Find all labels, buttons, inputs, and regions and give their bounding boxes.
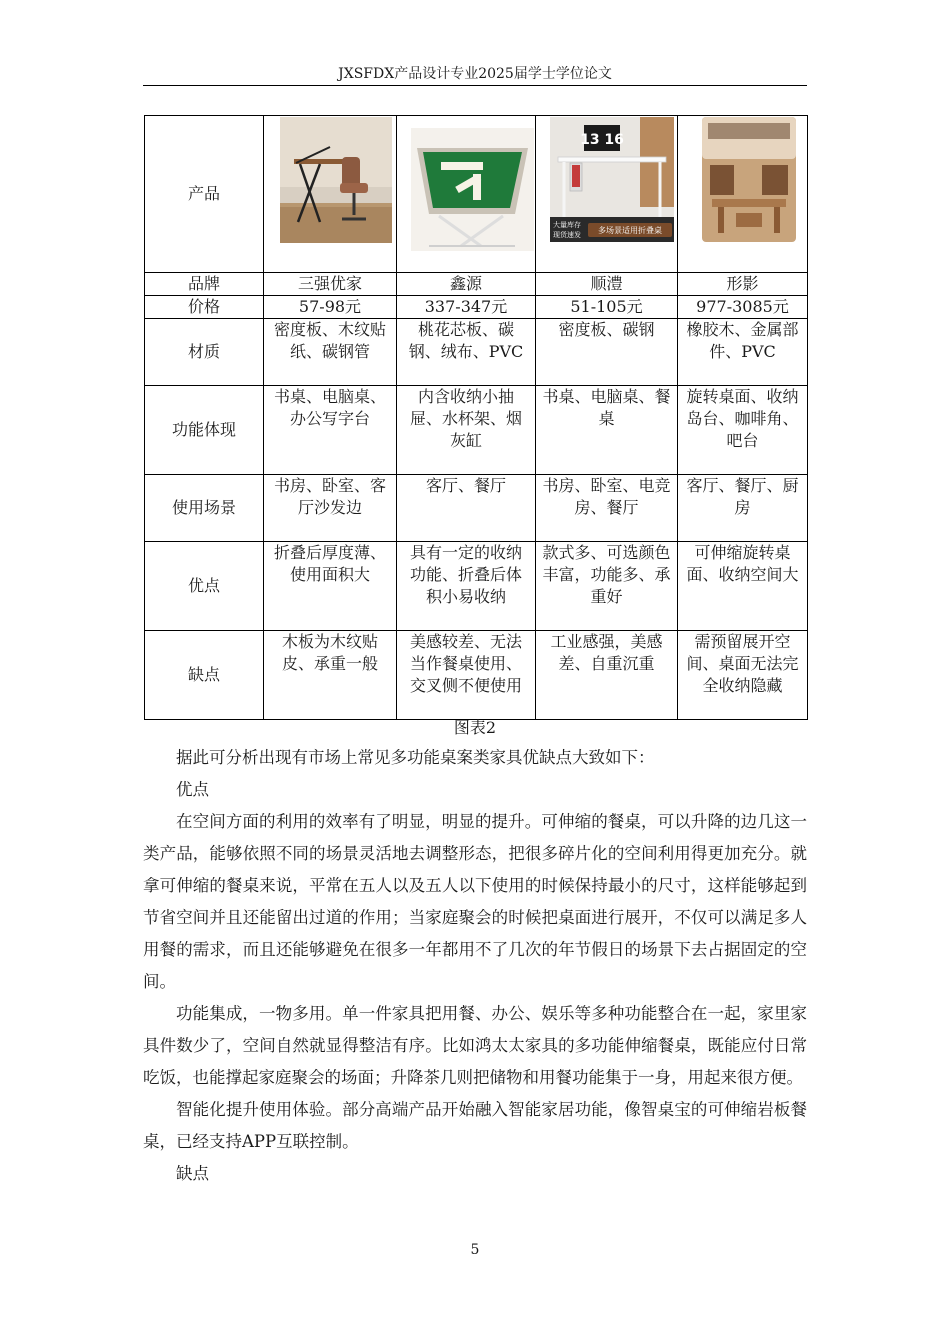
table-cell: 需预留展开空间、桌面无法完全收纳隐藏 (678, 631, 808, 720)
paragraph: 在空间方面的利用的效率有了明显，明显的提升。可伸缩的餐桌，可以升降的边几这一类产品，能够依照不同的场景灵活地去调整形态，把很多碎片化的空间利用得更加充分。就拿可伸缩的餐桌来说，平常在五人以及五人以下使用的时候保持最小的尺寸，这样能够起到节省空间并且还能留出过道的作用；当家庭聚会的时候把桌面进行展开，不仅可以满足多人用餐的需求，而且还能够避免在很多一年都用不了几次的年节假日的场景下去占据固定的空间。 (143, 812, 807, 991)
table-cell: 桃花芯板、碳钢、绒布、PVC (397, 319, 536, 386)
row-label-brand: 品牌 (145, 273, 264, 296)
table-cell: 密度板、木纹贴纸、碳钢管 (264, 319, 397, 386)
table-cell: 51-105元 (536, 296, 678, 319)
table-cell: 密度板、碳钢 (536, 319, 678, 386)
table-cell: 木板为木纹贴皮、承重一般 (264, 631, 397, 720)
white-folding-computer-desk-photo-icon (550, 117, 674, 242)
table-cell: 三强优家 (264, 273, 397, 296)
table-cell: 书房、卧室、电竞房、餐厅 (536, 475, 678, 542)
product-image-cell-3 (536, 116, 678, 273)
table-row-product (145, 116, 808, 273)
table-cell: 977-3085元 (678, 296, 808, 319)
table-cell: 工业感强，美感差、自重沉重 (536, 631, 678, 720)
svg-text:现货速发: 现货速发 (553, 231, 581, 239)
badge-right-text: 多场景适用折叠桌 (598, 226, 662, 235)
product-image-cell-4 (678, 116, 808, 273)
table-cell: 客厅、餐厅 (397, 475, 536, 542)
table-cell: 顺澧 (536, 273, 678, 296)
table-row-scene (145, 475, 808, 542)
table-row-brand (145, 273, 808, 296)
row-label-pros: 优点 (145, 542, 264, 631)
table-cell: 内含收纳小抽屉、水杯架、烟灰缸 (397, 386, 536, 475)
table-caption: 图表2 (453, 718, 497, 737)
paragraph: 功能集成，一物多用。单一件家具把用餐、办公、娱乐等多种功能整合在一起，家里家具件数少了，空间自然就显得整洁有序。比如鸿太太家具的多功能伸缩餐桌，既能应付日常吃饭，也能撑起家庭聚会的场面；升降茶几则把储物和用餐功能集于一身，用起来很方便。 (143, 1004, 807, 1087)
folding-desk-with-chair-photo-icon (280, 117, 392, 243)
section-label-pros: 优点 (176, 780, 209, 799)
table-cell: 具有一定的收纳功能、折叠后体积小易收纳 (397, 542, 536, 631)
table-cell: 57-98元 (264, 296, 397, 319)
folding-mahjong-table-photo-icon (411, 128, 534, 251)
table-cell: 可伸缩旋转桌面、收纳空间大 (678, 542, 808, 631)
table-cell: 鑫源 (397, 273, 536, 296)
row-label-material: 材质 (145, 319, 264, 386)
paragraph: 据此可分析出现有市场上常见多功能桌案类家具优缺点大致如下： (176, 748, 655, 767)
clock-text: 13 16 (580, 132, 624, 148)
table-cell: 旋转桌面、收纳岛台、咖啡角、吧台 (678, 386, 808, 475)
table-row-price (145, 296, 808, 319)
section-label-cons: 缺点 (176, 1164, 209, 1183)
row-label-function: 功能体现 (145, 386, 264, 475)
rotating-extendable-dining-table-photo-icon (702, 117, 796, 242)
table-cell: 书房、卧室、客厅沙发边 (264, 475, 397, 542)
table-cell: 337-347元 (397, 296, 536, 319)
table-cell: 书桌、电脑桌、餐桌 (536, 386, 678, 475)
product-comparison-table (144, 115, 808, 720)
table-cell: 书桌、电脑桌、办公写字台 (264, 386, 397, 475)
header-rule (143, 85, 807, 86)
table-cell: 款式多、可选颜色丰富，功能多、承重好 (536, 542, 678, 631)
table-cell: 美感较差、无法当作餐桌使用、交叉侧不便使用 (397, 631, 536, 720)
table-cell: 橡胶木、金属部件、PVC (678, 319, 808, 386)
table-row-function (145, 386, 808, 475)
row-label-product: 产品 (145, 116, 264, 273)
product-image-cell-1 (264, 116, 397, 273)
table-cell: 形影 (678, 273, 808, 296)
row-label-cons: 缺点 (145, 631, 264, 720)
table-cell: 客厅、餐厅、厨房 (678, 475, 808, 542)
paragraph: 智能化提升使用体验。部分高端产品开始融入智能家居功能，像智桌宝的可伸缩岩板餐桌，已经支持APP互联控制。 (143, 1100, 807, 1151)
table-row-cons (145, 631, 808, 720)
row-label-scene: 使用场景 (145, 475, 264, 542)
running-header: JXSFDX产品设计专业2025届学士学位论文 (338, 66, 612, 82)
table-cell: 折叠后厚度薄、使用面积大 (264, 542, 397, 631)
row-label-price: 价格 (145, 296, 264, 319)
table-row-pros (145, 542, 808, 631)
body-text (143, 742, 807, 1190)
table-row-material (145, 319, 808, 386)
badge-left-text: 大量库存 (553, 221, 581, 229)
product-image-cell-2 (397, 116, 536, 273)
page-number: 5 (470, 1242, 480, 1258)
